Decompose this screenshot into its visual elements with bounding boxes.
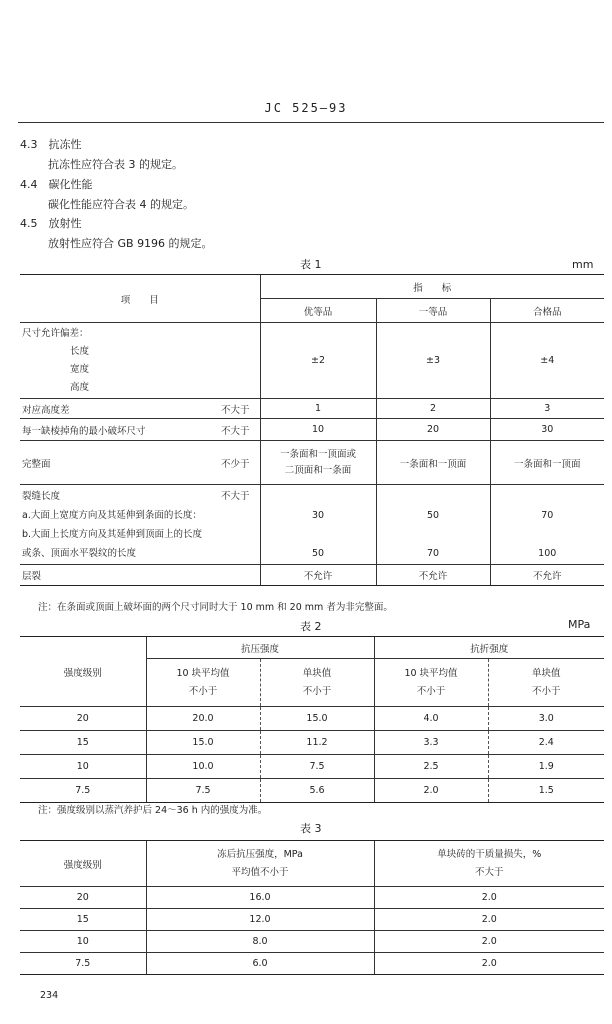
table1-cell: 20 [376, 419, 490, 441]
table1-cell: 50 70 [376, 485, 490, 565]
table1-unit: mm [572, 258, 594, 271]
table2-head-grade: 强度级别 [20, 637, 146, 707]
table1-head-item: 项 目 [20, 275, 260, 323]
table1-cell: 不允许 [490, 565, 604, 586]
table1-head-grade3: 合格品 [490, 299, 604, 323]
table1-head-grade1: 优等品 [260, 299, 376, 323]
table1-cell: 一条面和一顶面 [376, 441, 490, 485]
section-4-3-text: 抗冻性应符合表 3 的规定。 [48, 158, 183, 171]
page-number: 234 [40, 990, 59, 1001]
table3-head-loss: 单块砖的干质量损失，% 不大于 [374, 841, 604, 887]
section-4-5-heading: 4.5 放射性 [20, 217, 82, 230]
table2-head-c-single: 单块值 不小于 [260, 659, 374, 707]
table-row [20, 953, 604, 975]
table1-head-grade2: 一等品 [376, 299, 490, 323]
table3-cell: 2.0 [374, 887, 604, 909]
table1-row-label: 完整面 不少于 [20, 441, 260, 485]
table-row [20, 779, 604, 803]
table2-cell: 7.5 [146, 779, 260, 803]
table2-grade: 20 [20, 707, 146, 731]
table2-cell: 11.2 [260, 731, 374, 755]
table1-cell: ±3 [376, 323, 490, 399]
table1 [20, 274, 604, 586]
table-row [20, 399, 604, 419]
table2-cell: 1.5 [488, 779, 604, 803]
table3-cell: 2.0 [374, 909, 604, 931]
table1-cell: 不允许 [376, 565, 490, 586]
section-4-5-text: 放射性应符合 GB 9196 的规定。 [48, 237, 213, 250]
table1-row-label: 每一缺棱掉角的最小破坏尺寸 不大于 [20, 419, 260, 441]
table2-cell: 3.0 [488, 707, 604, 731]
table1-note: 注：在条面或顶面上破坏面的两个尺寸同时大于 10 mm 和 20 mm 者为非完整面。 [38, 602, 393, 613]
table3 [20, 840, 604, 975]
table2-caption: 表 2 [300, 620, 322, 633]
table2-cell: 10.0 [146, 755, 260, 779]
table2 [20, 636, 604, 803]
table-row [20, 731, 604, 755]
table2-grade: 7.5 [20, 779, 146, 803]
table2-cell: 15.0 [260, 707, 374, 731]
table2-head-f-avg: 10 块平均值 不小于 [374, 659, 488, 707]
table3-cell: 16.0 [146, 887, 374, 909]
table3-cell: 2.0 [374, 931, 604, 953]
table3-cell: 8.0 [146, 931, 374, 953]
table2-head-compressive: 抗压强度 [146, 637, 374, 659]
table1-row-crack-label: 裂缝长度 不大于 a.大面上宽度方向及其延伸到条面的长度： b.大面上长度方向及其延伸到顶面上的长度 或条、顶面水平裂纹的长度 [20, 485, 260, 565]
table1-cell: 一条面和一顶面或 二顶面和一条面 [260, 441, 376, 485]
table-row [20, 887, 604, 909]
table2-cell: 4.0 [374, 707, 488, 731]
table2-grade: 15 [20, 731, 146, 755]
table1-row-label: 层裂 [20, 565, 260, 586]
table2-cell: 2.0 [374, 779, 488, 803]
table3-grade: 7.5 [20, 953, 146, 975]
table2-grade: 10 [20, 755, 146, 779]
table2-cell: 5.6 [260, 779, 374, 803]
table2-cell: 1.9 [488, 755, 604, 779]
table1-cell: 1 [260, 399, 376, 419]
table1-cell: ±4 [490, 323, 604, 399]
table1-cell: 不允许 [260, 565, 376, 586]
table1-cell: 70 100 [490, 485, 604, 565]
table3-caption: 表 3 [300, 822, 322, 835]
table3-cell: 2.0 [374, 953, 604, 975]
table3-grade: 10 [20, 931, 146, 953]
standard-code: JC 525—93 [264, 101, 348, 115]
table-row [20, 565, 604, 586]
table1-caption: 表 1 [300, 258, 322, 271]
table1-cell: 3 [490, 399, 604, 419]
table2-head-c-avg: 10 块平均值 不小于 [146, 659, 260, 707]
table1-row-size-label: 尺寸允许偏差： 长度 宽度 高度 [20, 323, 260, 399]
table3-cell: 6.0 [146, 953, 374, 975]
table2-cell: 3.3 [374, 731, 488, 755]
table1-cell: 10 [260, 419, 376, 441]
table-row [20, 755, 604, 779]
table-row [20, 485, 604, 565]
table-row [20, 419, 604, 441]
table2-note: 注：强度级别以蒸汽养护后 24～36 h 内的强度为准。 [38, 805, 268, 816]
table3-grade: 20 [20, 887, 146, 909]
section-4-4-text: 碳化性能应符合表 4 的规定。 [48, 198, 194, 211]
table1-cell: 2 [376, 399, 490, 419]
table2-cell: 7.5 [260, 755, 374, 779]
section-4-4-heading: 4.4 碳化性能 [20, 178, 93, 191]
table2-unit: MPa [568, 618, 591, 631]
table1-cell: 30 [490, 419, 604, 441]
section-4-3-heading: 4.3 抗冻性 [20, 138, 82, 151]
table2-cell: 20.0 [146, 707, 260, 731]
table-row [20, 707, 604, 731]
table-row [20, 931, 604, 953]
table2-cell: 15.0 [146, 731, 260, 755]
table-row [20, 909, 604, 931]
table1-head-indicator: 指 标 [260, 275, 604, 299]
table3-head-grade: 强度级别 [20, 841, 146, 887]
table2-head-flexural: 抗折强度 [374, 637, 604, 659]
table3-cell: 12.0 [146, 909, 374, 931]
table1-cell: 30 50 [260, 485, 376, 565]
table1-cell: 一条面和一顶面 [490, 441, 604, 485]
table2-cell: 2.4 [488, 731, 604, 755]
header-rule [18, 122, 604, 123]
table2-cell: 2.5 [374, 755, 488, 779]
table-row [20, 323, 604, 399]
table3-head-strength: 冻后抗压强度，MPa 平均值不小于 [146, 841, 374, 887]
table-row [20, 441, 604, 485]
table3-grade: 15 [20, 909, 146, 931]
table2-head-f-single: 单块值 不小于 [488, 659, 604, 707]
table1-row-label: 对应高度差 不大于 [20, 399, 260, 419]
table1-cell: ±2 [260, 323, 376, 399]
